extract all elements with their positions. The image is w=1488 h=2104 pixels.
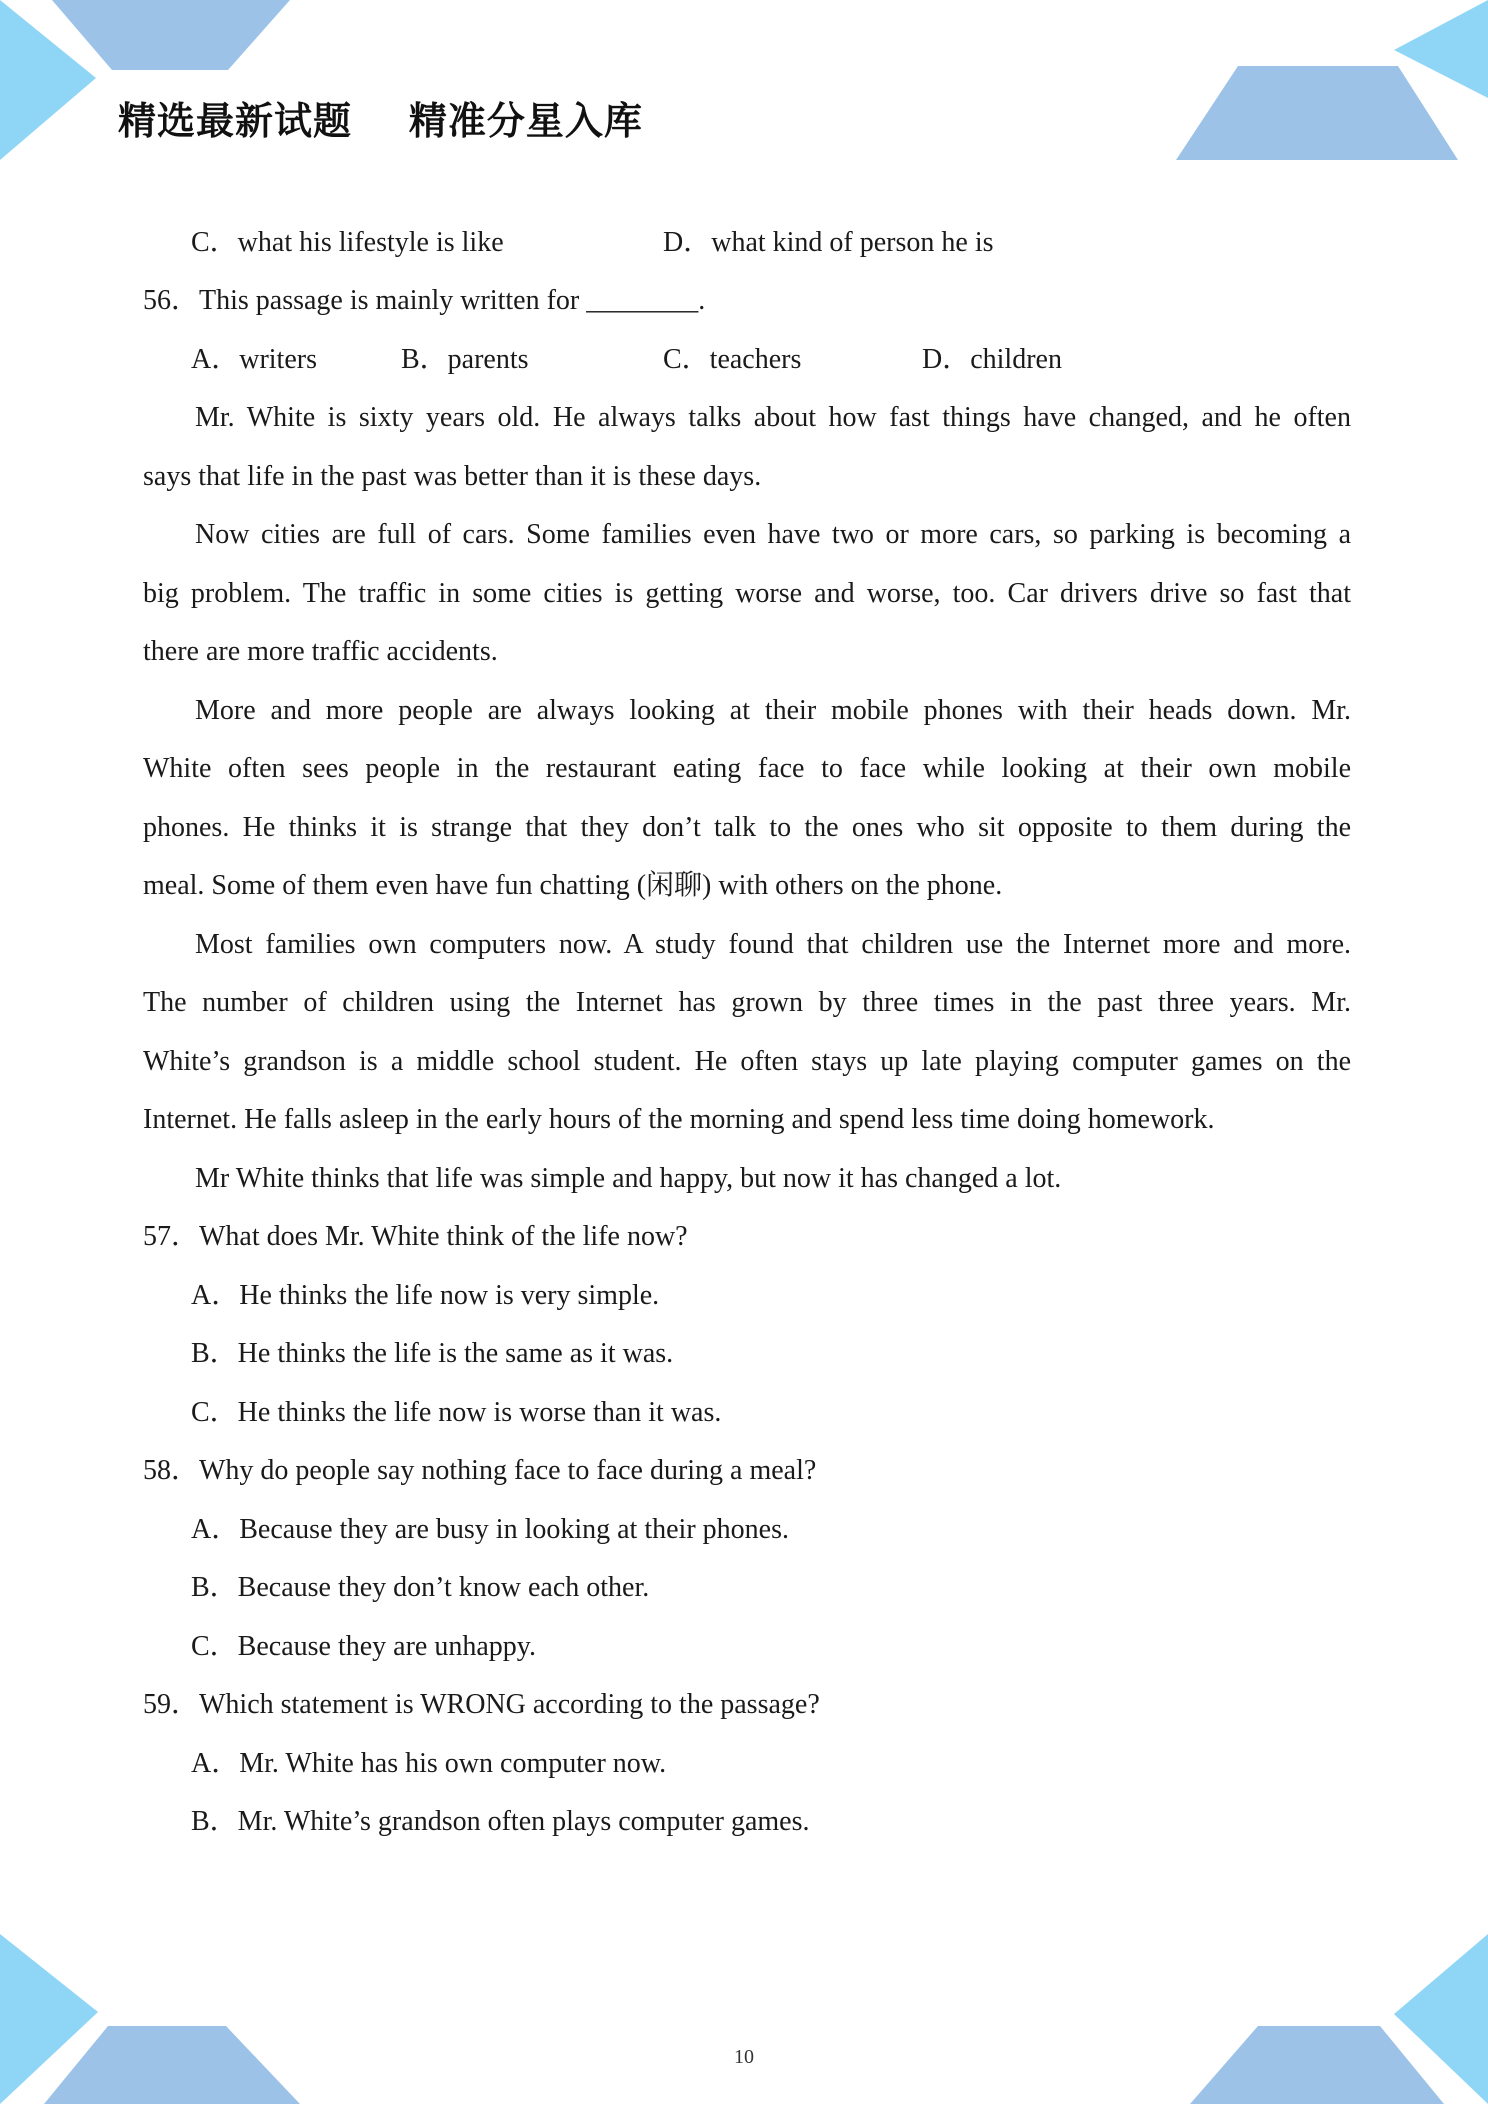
header-title: 精选最新试题 精准分星入库 — [118, 99, 643, 143]
bottom-left-light-triangle — [0, 1934, 98, 2104]
passage-line: says that life in the past was better than it is these days. — [143, 461, 762, 492]
passage-line: meal. Some of them even have fun chatting (闲聊) with others on the phone. — [143, 870, 1003, 901]
q56-option-c: C．teachers — [663, 344, 802, 375]
q55-options-row — [143, 214, 1351, 272]
q56-option-d: D．children — [922, 344, 1062, 375]
top-right-blue-trapezoid — [1176, 66, 1458, 160]
q58-question: 58．Why do people say nothing face to face during a meal? — [143, 1455, 817, 1486]
passage-line: White often sees people in the restaurant eating face to face while looking at their own mobile — [143, 753, 1351, 784]
q57-option-b: B．He thinks the life is the same as it was. — [191, 1338, 674, 1369]
q57-option-c: C．He thinks the life now is worse than it was. — [191, 1397, 722, 1428]
q58-option-a: A．Because they are busy in looking at their phones. — [191, 1514, 789, 1545]
q59-option-b: B．Mr. White’s grandson often plays computer games. — [191, 1806, 810, 1837]
q56-option-b: B．parents — [401, 344, 529, 375]
passage-line: White’s grandson is a middle school student. He often stays up late playing computer games on the — [143, 1046, 1351, 1077]
passage-line: Internet. He falls asleep in the early hours of the morning and spend less time doing homework. — [143, 1104, 1215, 1135]
passage-line: The number of children using the Internet has grown by three times in the past three years. Mr. — [143, 987, 1351, 1018]
q57-question: 57．What does Mr. White think of the life now? — [143, 1221, 688, 1252]
top-left-blue-trapezoid — [52, 0, 290, 70]
q55-option-d: D．what kind of person he is — [663, 227, 994, 258]
passage-line: Now cities are full of cars. Some families even have two or more cars, so parking is becoming a — [195, 519, 1351, 550]
passage-line: there are more traffic accidents. — [143, 636, 498, 667]
q56-option-a: A．writers — [191, 344, 317, 375]
top-left-light-triangle — [0, 0, 96, 160]
top-right-light-triangle — [1394, 0, 1488, 98]
q57-option-a: A．He thinks the life now is very simple. — [191, 1280, 660, 1311]
q58-option-b: B．Because they don’t know each other. — [191, 1572, 650, 1603]
passage-line: Mr. White is sixty years old. He always talks about how fast things have changed, and he often — [195, 402, 1351, 433]
q56-options-row — [143, 331, 1351, 389]
passage-line: phones. He thinks it is strange that they don’t talk to the ones who sit opposite to them during the — [143, 812, 1351, 843]
passage-line: Mr White thinks that life was simple and happy, but now it has changed a lot. — [195, 1163, 1062, 1194]
passage-line: big problem. The traffic in some cities is getting worse and worse, too. Car drivers drive so fast that — [143, 578, 1351, 609]
q55-option-c: C．what his lifestyle is like — [191, 227, 504, 258]
passage-line: More and more people are always looking at their mobile phones with their heads down. Mr. — [195, 695, 1351, 726]
q59-option-a: A．Mr. White has his own computer now. — [191, 1748, 667, 1779]
q56-question: 56．This passage is mainly written for ________. — [143, 285, 706, 316]
passage-line: Most families own computers now. A study found that children use the Internet more and more. — [195, 929, 1351, 960]
q59-question: 59．Which statement is WRONG according to the passage? — [143, 1689, 820, 1720]
bottom-right-light-triangle — [1394, 1934, 1488, 2104]
q58-option-c: C．Because they are unhappy. — [191, 1631, 536, 1662]
page-number: 10 — [734, 2046, 754, 2068]
